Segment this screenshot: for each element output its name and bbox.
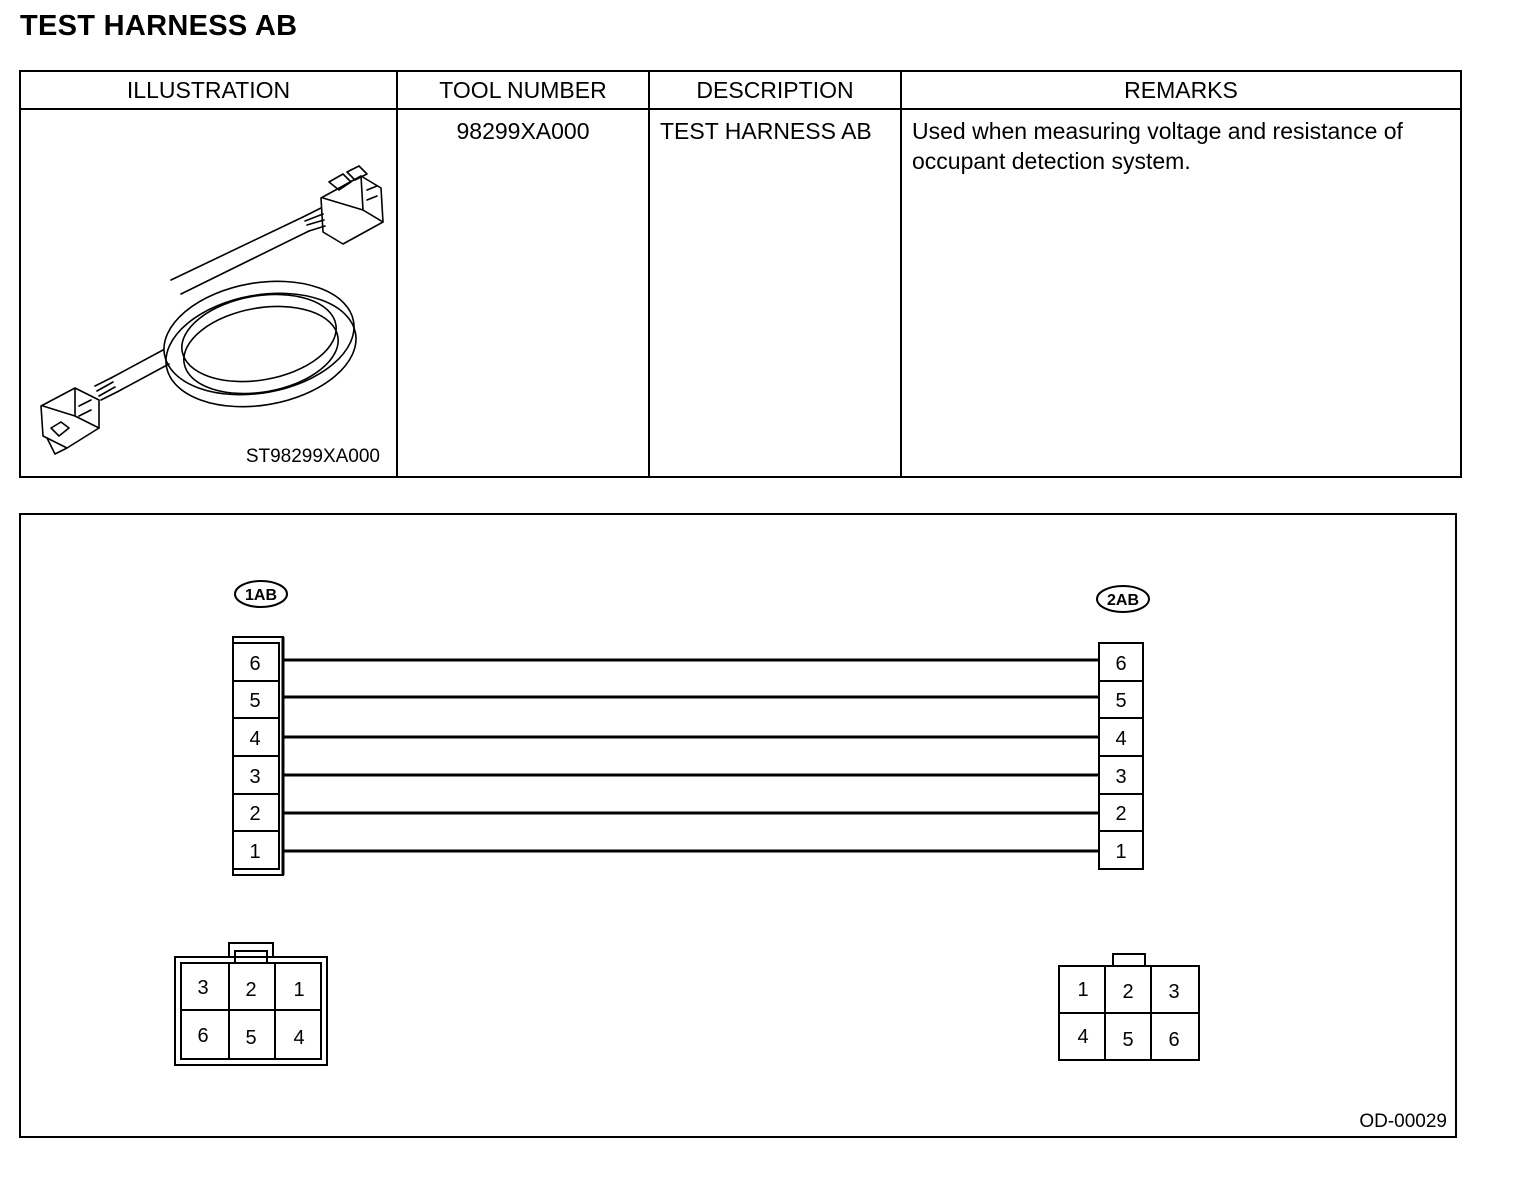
face-right-r2c3: 6 (1168, 1029, 1180, 1051)
page-title: TEST HARNESS AB (20, 10, 298, 42)
figure-code: OD-00029 (1359, 1111, 1447, 1132)
connector-right-face (1059, 954, 1199, 1060)
description-cell: TEST HARNESS AB (649, 109, 901, 477)
face-right-r2c2: 5 (1122, 1029, 1134, 1051)
face-left-r2c3: 4 (293, 1027, 305, 1049)
connector-right-label (1097, 586, 1149, 612)
face-left-r1c2: 2 (245, 979, 257, 1001)
illustration-code: ST98299XA000 (245, 446, 380, 467)
pin-right-5: 5 (1115, 690, 1127, 712)
face-left-r1c3: 1 (293, 979, 305, 1001)
pin-left-1: 1 (249, 841, 261, 863)
connector-left-label (235, 581, 287, 607)
pin-left-3: 3 (249, 766, 261, 788)
face-left-r2c2: 5 (245, 1027, 257, 1049)
pin-right-3: 3 (1115, 766, 1127, 788)
svg-text:1AB: 1AB (244, 587, 278, 604)
face-left-r1c1: 3 (197, 977, 209, 999)
face-right-r2c1: 4 (1077, 1026, 1089, 1048)
wiring-diagram-svg (21, 515, 1455, 1136)
header-remarks: REMARKS (901, 71, 1461, 109)
wiring-diagram (19, 513, 1457, 1138)
pin-right-2: 2 (1115, 803, 1127, 825)
illustration-cell (20, 109, 397, 477)
pin-right-1: 1 (1115, 841, 1127, 863)
harness-wires (283, 660, 1099, 851)
header-description: DESCRIPTION (649, 71, 901, 109)
pin-right-4: 4 (1115, 728, 1127, 750)
harness-illustration (21, 110, 397, 478)
face-left-r2c1: 6 (197, 1025, 209, 1047)
tool-number-cell: 98299XA000 (397, 109, 649, 477)
pin-left-5: 5 (249, 690, 261, 712)
pin-right-6: 6 (1115, 653, 1127, 675)
pin-left-6: 6 (249, 653, 261, 675)
remarks-cell: Used when measuring voltage and resistance of occupant detection system. (901, 109, 1461, 477)
svg-text:2AB: 2AB (1106, 592, 1140, 609)
face-right-r1c1: 1 (1077, 979, 1089, 1001)
connector-left-face (175, 943, 327, 1065)
connector-right-pins (1099, 643, 1143, 869)
pin-left-4: 4 (249, 728, 261, 750)
connector-left-pins (233, 637, 283, 875)
header-illustration: ILLUSTRATION (20, 71, 397, 109)
face-right-r1c2: 2 (1122, 981, 1134, 1003)
header-tool-number: TOOL NUMBER (397, 71, 649, 109)
tool-table (19, 70, 1462, 478)
pin-left-2: 2 (249, 803, 261, 825)
face-right-r1c3: 3 (1168, 981, 1180, 1003)
